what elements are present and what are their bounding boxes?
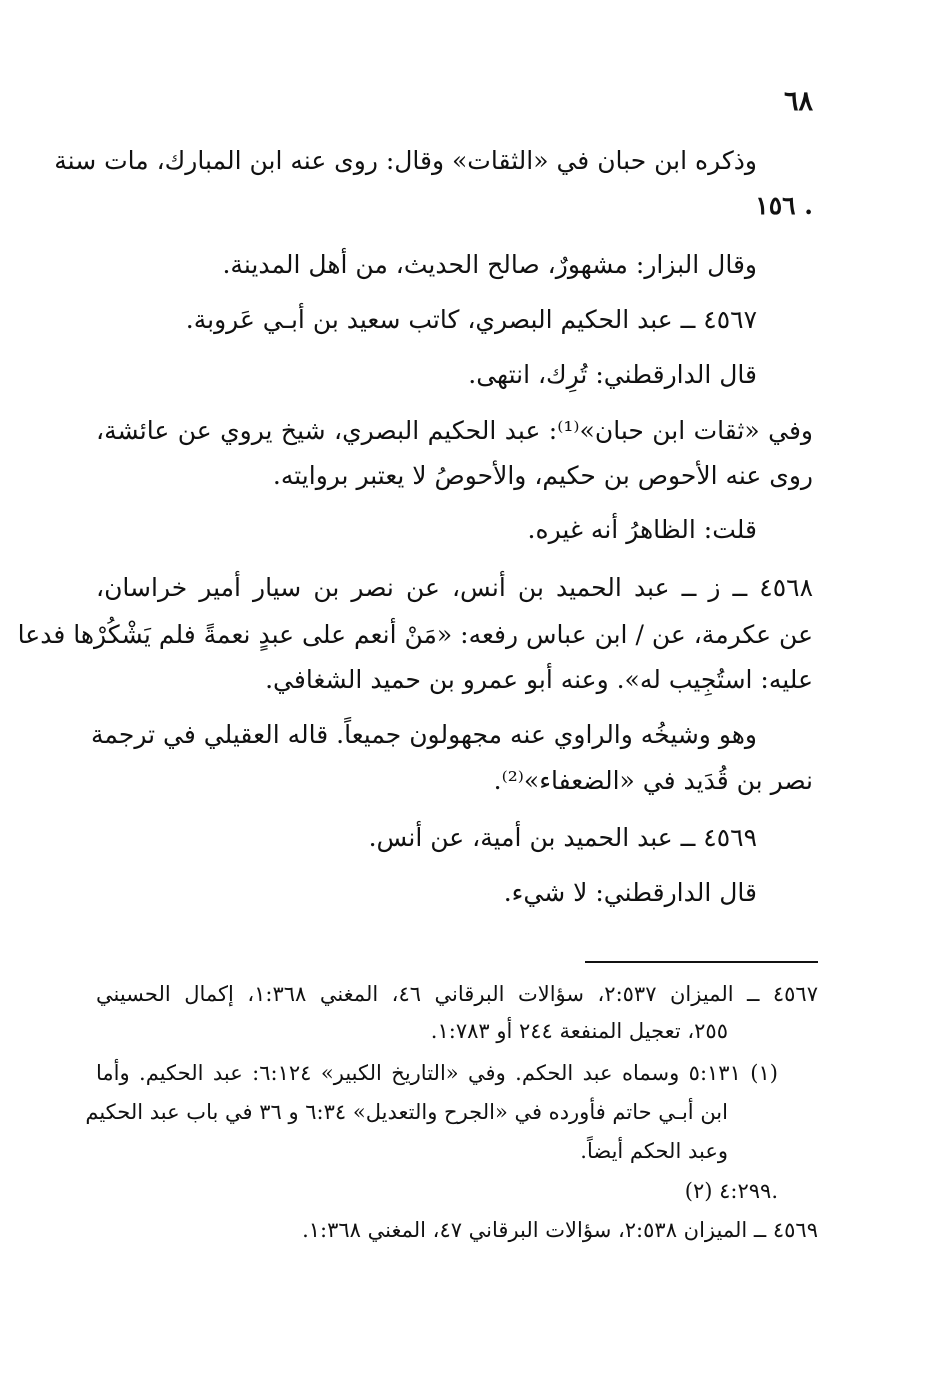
- paragraph-line: روى عنه الأحوص بن حكيم، والأحوصُ لا يعتبر بروايته.: [272, 461, 813, 490]
- entry-4568-heading: ٤٥٦٨ ــ ز ــ عبد الحميد بن أنس، عن نصر بن سيار أمير خراسان،: [96, 573, 813, 602]
- paragraph: قال الدارقطني: تُرِك، انتهى.: [468, 360, 757, 389]
- paragraph: قال الدارقطني: لا شيء.: [503, 878, 757, 907]
- paragraph-line: نصر بن قُدَيد في «الضعفاء»⁽²⁾.: [493, 766, 813, 795]
- paragraph-line: عن عكرمة، عن / ابن عباس رفعه: «مَنْ أنعم على عبدٍ نعمةً فلم يَشْكُرْها فدعا: [17, 620, 813, 649]
- paragraph-line: عليه: استُجِيب له». وعنه أبو عمرو بن حميد الشغافي.: [265, 665, 813, 694]
- paragraph-line: وذكره ابن حبان في «الثقات» وقال: روى عنه ابن المبارك، مات سنة: [54, 146, 757, 175]
- footnote-line: (٢) ٤:٢٩٩.: [684, 1179, 778, 1203]
- page-number: ٦٨: [783, 86, 813, 117]
- paragraph-line: ١٥٦ .: [755, 191, 813, 220]
- paragraph: قلت: الظاهرُ أنه غيره.: [527, 515, 757, 544]
- footnote-line: ٤٥٦٧ ــ الميزان ٢:٥٣٧، سؤالات البرقاني ٤٦، المغني ١:٣٦٨، إكمال الحسيني: [96, 982, 818, 1006]
- entry-4567-heading: ٤٥٦٧ ــ عبد الحكيم البصري، كاتب سعيد بن أبـي عَروبة.: [185, 305, 757, 334]
- paragraph-line: وفي «ثقات ابن حبان»⁽¹⁾: عبد الحكيم البصري، شيخ يروي عن عائشة،: [96, 416, 813, 445]
- footnote-line: وعبد الحكم أيضاً.: [580, 1139, 728, 1163]
- footnote-line: ابن أبـي حاتم فأورده في «الجرح والتعديل» ٦:٣٤ و ٣٦ في باب عبد الحكيم: [85, 1100, 728, 1124]
- footnote-line: ٢٥٥، تعجيل المنفعة ٢٤٤ أو ١:٧٨٣.: [430, 1019, 728, 1043]
- footnote-separator: [585, 961, 818, 963]
- paragraph-line: وهو وشيخُه والراوي عنه مجهولون جميعاً. قاله العقيلي في ترجمة: [91, 720, 757, 749]
- footnote-line: ٤٥٦٩ ــ الميزان ٢:٥٣٨، سؤالات البرقاني ٤٧، المغني ١:٣٦٨.: [302, 1218, 818, 1242]
- footnote-line: (١) ٥:١٣١ وسماه عبد الحكم. وفي «التاريخ الكبير» ٦:١٢٤: عبد الحكيم. وأما: [96, 1061, 778, 1085]
- paragraph: وقال البزار: مشهورٌ، صالح الحديث، من أهل المدينة.: [222, 250, 757, 279]
- entry-4569-heading: ٤٥٦٩ ــ عبد الحميد بن أمية، عن أنس.: [368, 823, 757, 852]
